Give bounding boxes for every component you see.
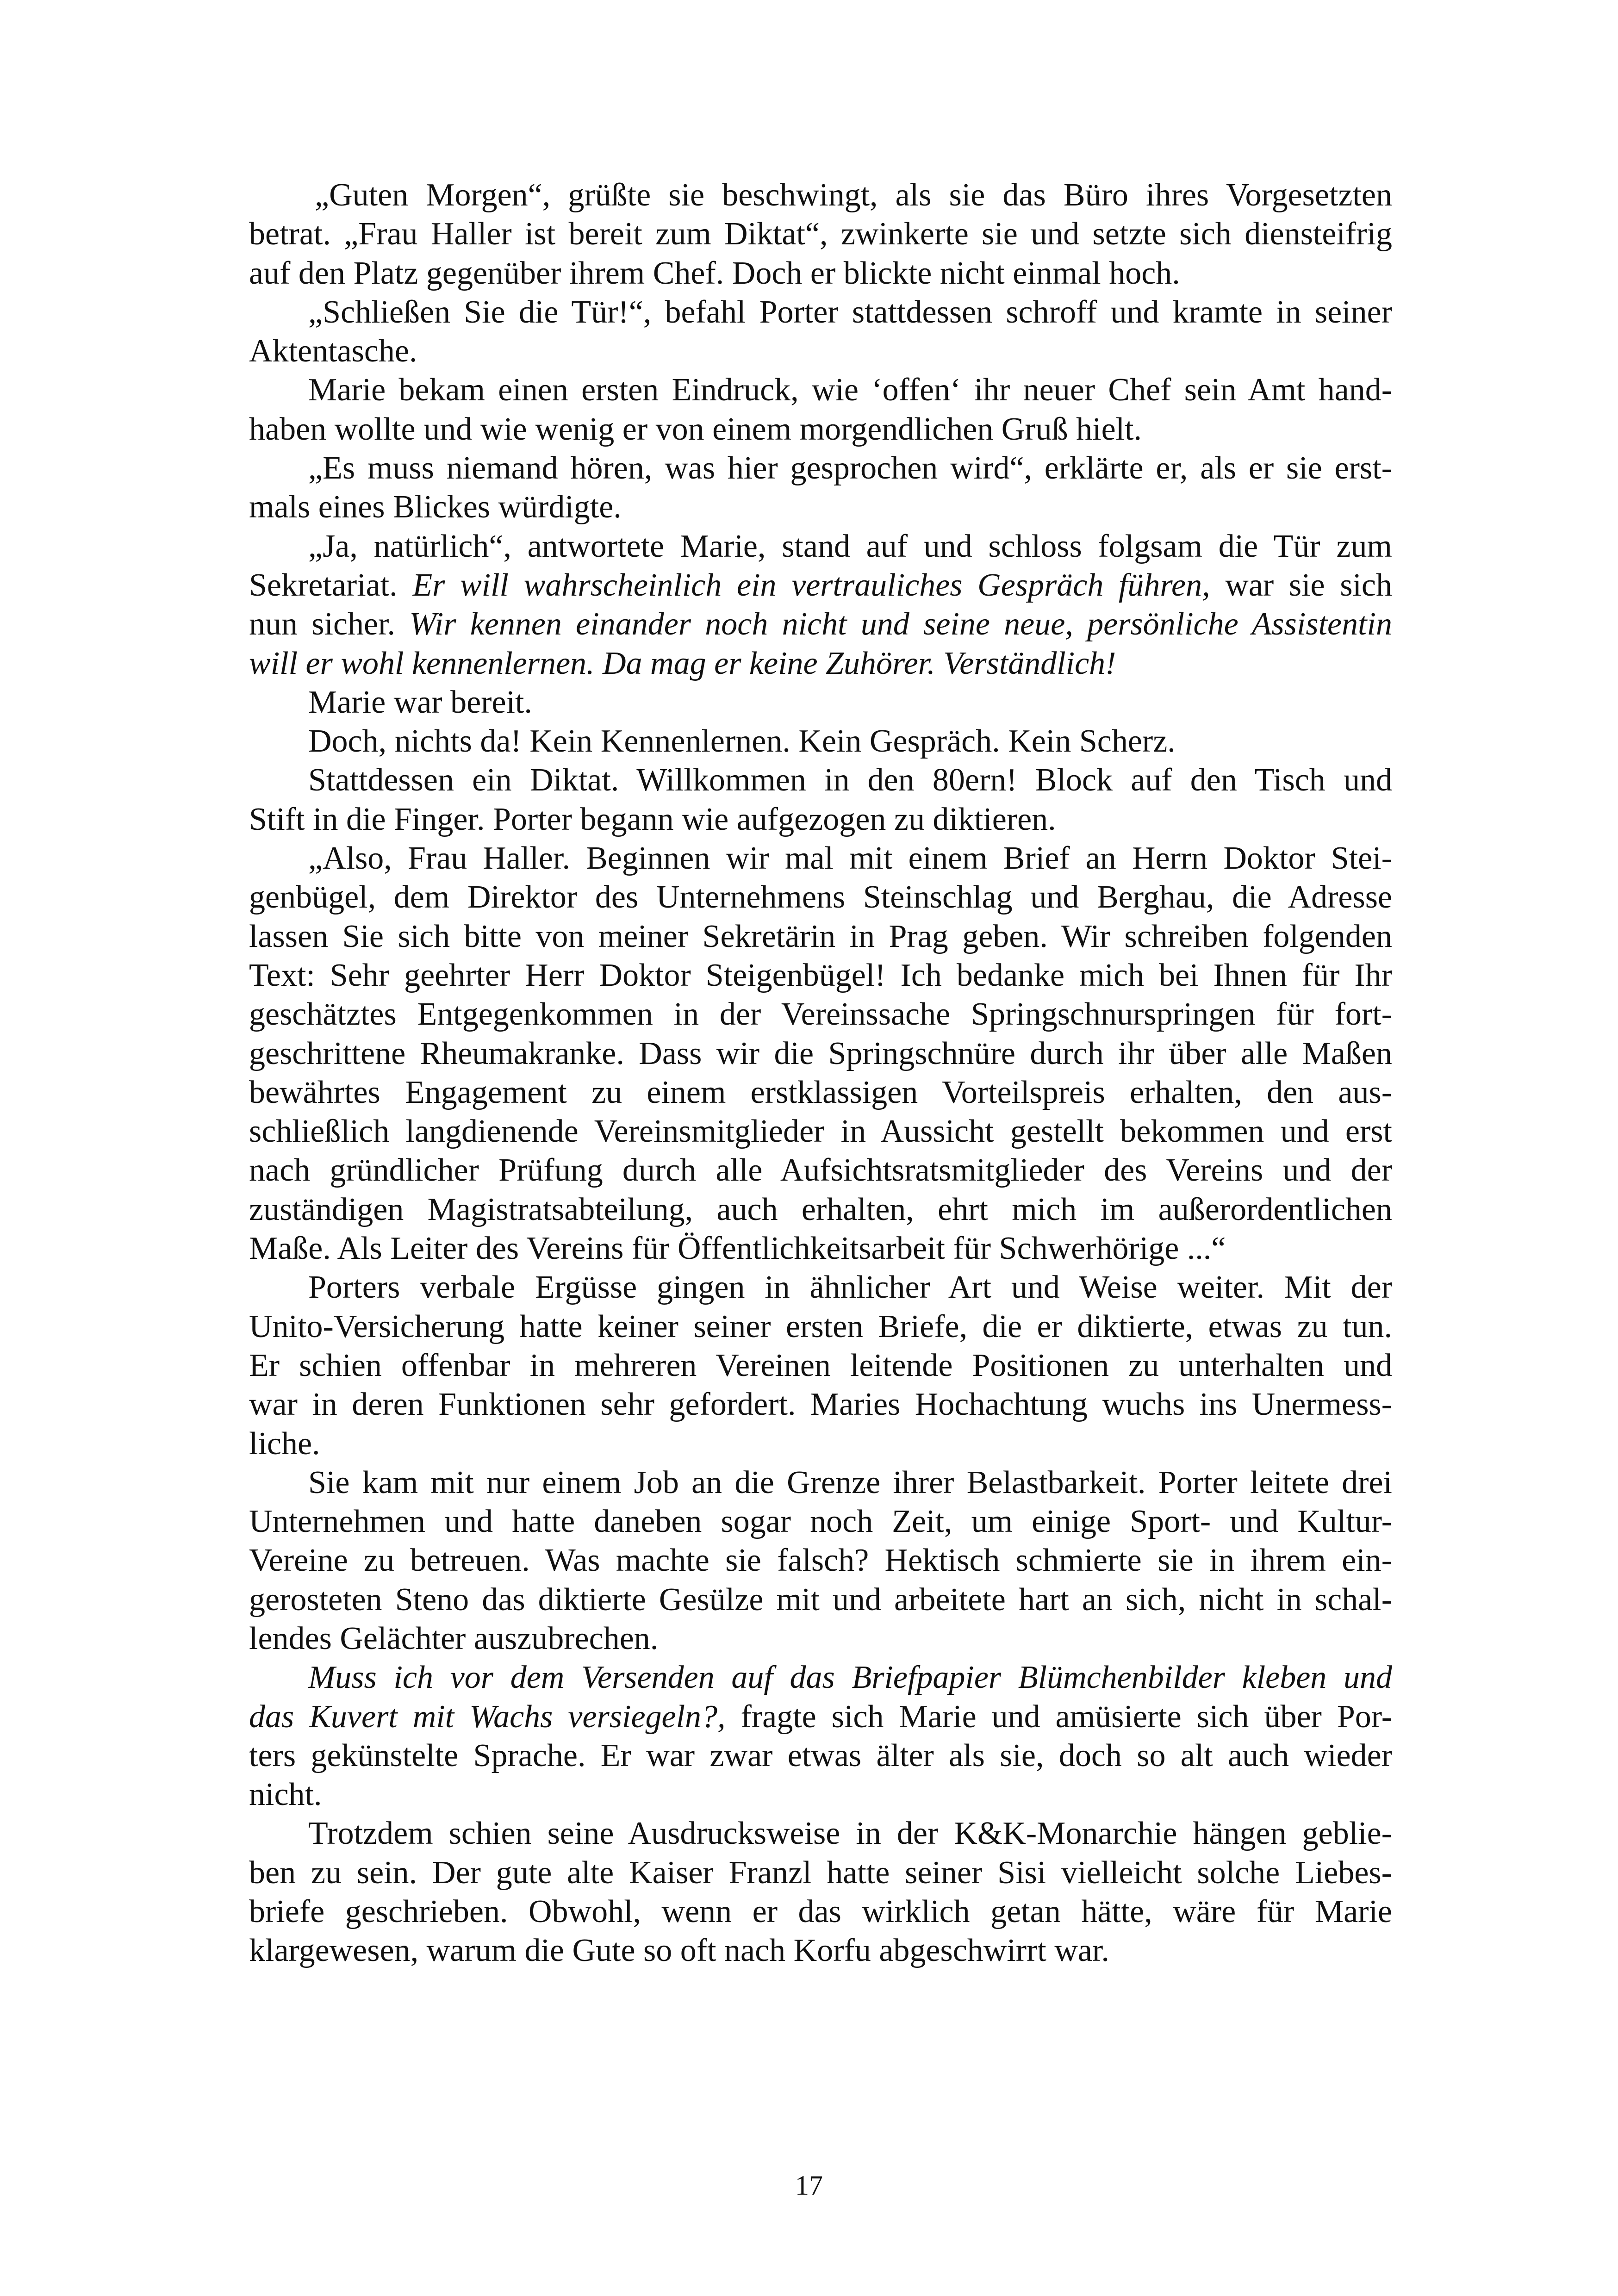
text-line [249, 1034, 1392, 1073]
text-line [249, 1307, 1392, 1346]
text-line-plain: Maße. Als Leiter des Vereins für Öffentlichkeitsarbeit für Schwerhörige ...“ [249, 1231, 1226, 1267]
text-line-plain: Doch, nichts da! Kein Kennenlernen. Kein Gespräch. Kein Scherz. [308, 723, 1176, 759]
text-line-plain: „Ja, natürlich“, antwortete Marie, stand auf und schloss folgsam die Tür zum [308, 528, 1392, 564]
text-line [249, 1892, 1392, 1931]
text-line-plain: lendes Gelächter auszubrechen. [249, 1620, 659, 1656]
text-line-plain: gerosteten Steno das diktierte Gesülze mit und arbeitete hart an sich, nicht in schal- [249, 1581, 1392, 1618]
text-line [249, 1425, 1392, 1463]
text-line [249, 1541, 1392, 1580]
text-line [249, 1190, 1392, 1229]
text-line [249, 1268, 1392, 1307]
text-line [249, 605, 1392, 644]
text-line [249, 1385, 1392, 1424]
text-line [249, 1854, 1392, 1892]
text-line [249, 1112, 1392, 1151]
text-line [249, 644, 1392, 683]
text-line-plain: „Guten Morgen“, grüßte sie beschwingt, als sie das Büro ihres Vorgesetzten [315, 177, 1392, 213]
text-line-plain: haben wollte und wie wenig er von einem morgendlichen Gruß hielt. [249, 411, 1142, 447]
text-line-plain: Unito-Versicherung hatte keiner seiner ersten Briefe, die er diktierte, etwas zu tun. [249, 1308, 1392, 1344]
text-line-plain: lassen Sie sich bitte von meiner Sekretärin in Prag geben. Wir schreiben folgenden [249, 918, 1392, 954]
text-line [249, 1463, 1392, 1502]
text-line-plain: zuständigen Magistratsabteilung, auch erhalten, ehrt mich im außerordentlichen [249, 1191, 1392, 1227]
text-line [249, 527, 1392, 566]
text-line-plain: Stift in die Finger. Porter begann wie aufgezogen zu diktieren. [249, 801, 1056, 837]
text-line-plain: geschrittene Rheumakranke. Dass wir die Springschnüre durch ihr über alle Maßen [249, 1035, 1392, 1071]
text-line [249, 683, 1392, 722]
text-line-plain: Porters verbale Ergüsse gingen in ähnlicher Art und Weise weiter. Mit der [308, 1269, 1392, 1306]
text-line-plain: schließlich langdienende Vereinsmitglieder in Aussicht gestellt bekommen und erst [249, 1114, 1392, 1150]
text-line [249, 1814, 1392, 1853]
text-line [249, 176, 1392, 215]
text-line-italic: will er wohl kennenlernen. Da mag er keine Zuhörer. Verständlich! [249, 645, 1116, 681]
text-line-italic: Er will wahrscheinlich ein vertrauliches Gespräch führen, [412, 567, 1210, 603]
text-line [249, 410, 1392, 449]
text-line [249, 722, 1392, 761]
text-line [249, 917, 1392, 956]
text-line [249, 1580, 1392, 1619]
text-line [249, 449, 1392, 488]
text-line-plain: betrat. „Frau Haller ist bereit zum Diktat“, zwinkerte sie und setzte sich diensteifrig [249, 216, 1392, 252]
text-line-plain: Trotzdem schien seine Ausdrucksweise in der K&K-Monarchie hängen geblie- [308, 1816, 1392, 1852]
text-line-plain: „Also, Frau Haller. Beginnen wir mal mit einem Brief an Herrn Doktor Stei- [308, 840, 1392, 877]
text-line-italic: Wir kennen einander noch nicht und seine neue, persönliche Assistentin [409, 606, 1393, 642]
text-line-plain: Aktentasche. [249, 333, 417, 369]
text-line-plain: Unternehmen und hatte daneben sogar noch Zeit, um einige Sport- und Kultur- [249, 1504, 1392, 1540]
text-line-plain: Text: Sehr geehrter Herr Doktor Steigenbügel! Ich bedanke mich bei Ihnen für Ihr [249, 957, 1392, 993]
text-line-plain: auf den Platz gegenüber ihrem Chef. Doch er blickte nicht einmal hoch. [249, 255, 1180, 291]
text-line [249, 215, 1392, 254]
text-line [249, 1736, 1392, 1775]
text-line [249, 488, 1392, 527]
text-line-plain: geschätztes Entgegenkommen in der Vereinssache Springschnurspringen für fort- [249, 996, 1392, 1033]
text-line [249, 1931, 1392, 1970]
text-line-plain: genbügel, dem Direktor des Unternehmens Steinschlag und Berghau, die Adresse [249, 879, 1392, 915]
text-line-plain: „Es muss niemand hören, was hier gesprochen wird“, erklärte er, als er sie erst- [308, 450, 1392, 486]
text-line [249, 1698, 1392, 1736]
text-line-plain: war sie sich [1210, 567, 1392, 603]
text-line-plain: Er schien offenbar in mehreren Vereinen leitende Positionen zu unterhalten und [249, 1347, 1392, 1383]
text-line [249, 1502, 1392, 1541]
text-line-plain: mals eines Blickes würdigte. [249, 489, 622, 525]
text-line [249, 1619, 1392, 1658]
text-line-plain: ters gekünstelte Sprache. Er war zwar etwas älter als sie, doch so alt auch wieder [249, 1737, 1392, 1773]
text-line-plain: Marie war bereit. [308, 684, 532, 720]
text-line-plain: fragte sich Marie und amüsierte sich über Por- [725, 1699, 1393, 1735]
text-line [249, 566, 1392, 605]
text-line-plain: Stattdessen ein Diktat. Willkommen in den 80ern! Block auf den Tisch und [308, 762, 1392, 798]
text-line [249, 800, 1392, 839]
text-line-plain: Sekretariat. [249, 567, 413, 603]
text-line [249, 1658, 1392, 1697]
text-line [249, 332, 1392, 371]
text-line-plain: ben zu sein. Der gute alte Kaiser Franzl hatte seiner Sisi vielleicht solche Liebes- [249, 1854, 1392, 1891]
body-text [249, 176, 1392, 1971]
text-line-plain: briefe geschrieben. Obwohl, wenn er das wirklich getan hätte, wäre für Marie [249, 1894, 1392, 1930]
text-line-plain: klargewesen, warum die Gute so oft nach Korfu abgeschwirrt war. [249, 1933, 1109, 1969]
text-line-plain: Sie kam mit nur einem Job an die Grenze ihrer Belastbarkeit. Porter leitete drei [308, 1464, 1392, 1500]
text-line [249, 761, 1392, 800]
text-line [249, 293, 1392, 332]
text-line-plain: liche. [249, 1425, 320, 1462]
text-line [249, 1151, 1392, 1190]
text-line [249, 1775, 1392, 1814]
text-line-italic: Muss ich vor dem Versenden auf das Briefpapier Blümchenbilder kleben und [308, 1660, 1392, 1696]
page-number: 17 [795, 2170, 823, 2201]
text-line-plain: bewährtes Engagement zu einem erstklassigen Vorteilspreis erhalten, den aus- [249, 1074, 1392, 1110]
text-line [249, 878, 1392, 917]
text-line-plain: Vereine zu betreuen. Was machte sie falsch? Hektisch schmierte sie in ihrem ein- [249, 1543, 1392, 1579]
text-line-plain: Marie bekam einen ersten Eindruck, wie ‘offen‘ ihr neuer Chef sein Amt hand- [308, 372, 1392, 408]
text-line-plain: nach gründlicher Prüfung durch alle Aufsichtsratsmitglieder des Vereins und der [249, 1152, 1392, 1188]
text-line [249, 1229, 1392, 1268]
text-line [249, 371, 1392, 410]
text-line-plain: nun sicher. [249, 606, 410, 642]
text-line-italic: das Kuvert mit Wachs versiegeln?, [249, 1699, 726, 1735]
text-line [249, 956, 1392, 995]
text-line-plain: war in deren Funktionen sehr gefordert. Maries Hochachtung wuchs ins Unermess- [249, 1387, 1392, 1423]
text-line-plain: „Schließen Sie die Tür!“, befahl Porter stattdessen schroff und kramte in seiner [308, 294, 1392, 330]
text-line [249, 1073, 1392, 1112]
text-line-plain: nicht. [249, 1777, 322, 1813]
text-line [249, 839, 1392, 878]
text-line [249, 1346, 1392, 1385]
text-line [249, 995, 1392, 1034]
text-line [249, 254, 1392, 293]
